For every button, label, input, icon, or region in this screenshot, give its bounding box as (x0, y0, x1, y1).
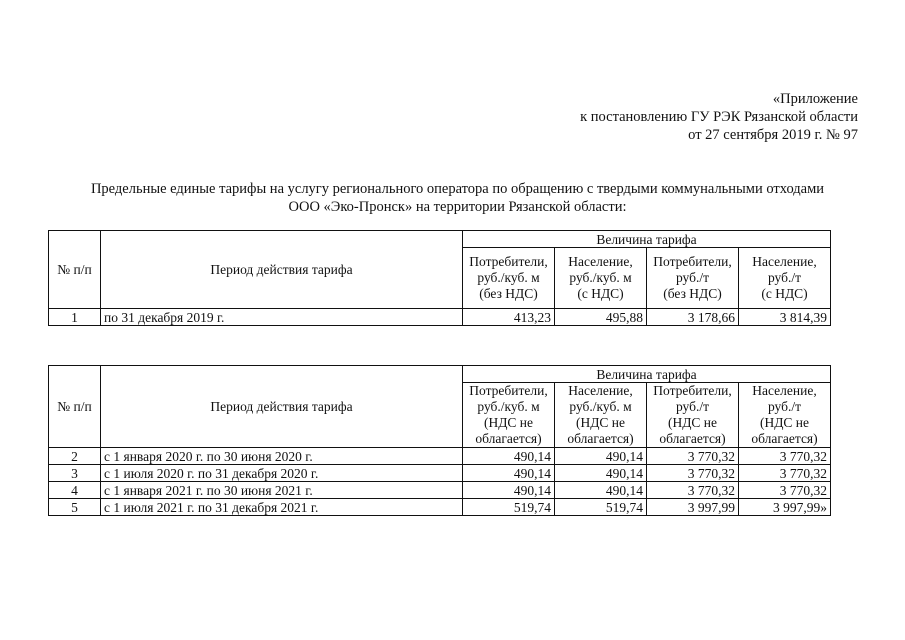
table-row (49, 309, 831, 326)
header-col-line: (без НДС) (663, 286, 722, 301)
header-col-line: руб./т (767, 399, 802, 414)
header-col-line: Потребители, (653, 254, 732, 269)
appendix-header (580, 90, 858, 144)
row-num: 4 (49, 482, 101, 499)
header-col-3 (647, 383, 739, 448)
table-row (49, 448, 831, 465)
row-value: 490,14 (555, 448, 647, 465)
row-value: 3 178,66 (647, 309, 739, 326)
header-col-line: Население, (568, 383, 633, 398)
row-period: с 1 января 2021 г. по 30 июня 2021 г. (101, 482, 463, 499)
table-row (49, 482, 831, 499)
header-col-line: (НДС не (575, 415, 626, 430)
row-period: с 1 июля 2021 г. по 31 декабря 2021 г. (101, 499, 463, 516)
row-value: 490,14 (463, 448, 555, 465)
row-num: 2 (49, 448, 101, 465)
row-period: с 1 июля 2020 г. по 31 декабря 2020 г. (101, 465, 463, 482)
document-title (40, 180, 875, 216)
row-num: 5 (49, 499, 101, 516)
header-col-2 (555, 383, 647, 448)
row-value: 3 997,99 (647, 499, 739, 516)
row-value: 490,14 (555, 465, 647, 482)
row-period: с 1 января 2020 г. по 30 июня 2020 г. (101, 448, 463, 465)
tariff-table-2020-2021 (48, 365, 831, 516)
appendix-line-2: к постановлению ГУ РЭК Рязанской области (580, 109, 858, 125)
row-num: 1 (49, 309, 101, 326)
header-col-line: (НДС не (667, 415, 718, 430)
table-row (49, 499, 831, 516)
header-num: № п/п (49, 231, 101, 309)
header-col-line: (без НДС) (479, 286, 538, 301)
header-col-line: руб./т (767, 270, 802, 285)
row-num: 3 (49, 465, 101, 482)
row-value: 3 770,32 (647, 448, 739, 465)
header-col-line: руб./куб. м (569, 399, 632, 414)
header-tariff-value: Величина тарифа (463, 231, 831, 248)
header-col-line: руб./куб. м (569, 270, 632, 285)
title-line-1: Предельные единые тарифы на услугу регионального оператора по обращению с твердыми коммунальными отходами (90, 181, 825, 197)
header-col-line: Потребители, (653, 383, 732, 398)
header-col-line: руб./т (675, 270, 710, 285)
header-col-4 (739, 383, 831, 448)
header-col-4 (739, 248, 831, 309)
header-col-3 (647, 248, 739, 309)
row-value: 413,23 (463, 309, 555, 326)
row-value: 519,74 (555, 499, 647, 516)
header-col-line: Население, (752, 254, 817, 269)
row-value: 490,14 (463, 465, 555, 482)
header-col-line: Потребители, (469, 383, 548, 398)
row-value: 3 770,32 (739, 465, 831, 482)
header-col-line: Население, (568, 254, 633, 269)
header-col-line: (с НДС) (577, 286, 624, 301)
header-num: № п/п (49, 366, 101, 448)
row-value: 490,14 (463, 482, 555, 499)
row-value: 519,74 (463, 499, 555, 516)
header-col-line: (НДС не (759, 415, 810, 430)
header-tariff-value: Величина тарифа (463, 366, 831, 383)
header-col-2 (555, 248, 647, 309)
header-col-line: руб./т (675, 399, 710, 414)
row-value: 495,88 (555, 309, 647, 326)
row-period: по 31 декабря 2019 г. (101, 309, 463, 326)
header-col-line: облагается) (567, 431, 634, 446)
header-col-line: облагается) (475, 431, 542, 446)
header-col-line: руб./куб. м (477, 399, 540, 414)
row-value: 3 770,32 (739, 448, 831, 465)
row-value: 3 770,32 (647, 482, 739, 499)
row-value: 3 770,32 (739, 482, 831, 499)
header-period: Период действия тарифа (101, 366, 463, 448)
row-value: 3 814,39 (739, 309, 831, 326)
tariff-table-2019 (48, 230, 831, 326)
row-value: 3 770,32 (647, 465, 739, 482)
table-row (49, 465, 831, 482)
header-col-1 (463, 383, 555, 448)
header-col-line: (с НДС) (761, 286, 808, 301)
appendix-line-3: от 27 сентября 2019 г. № 97 (688, 127, 858, 143)
header-col-line: облагается) (659, 431, 726, 446)
header-period: Период действия тарифа (101, 231, 463, 309)
row-value: 490,14 (555, 482, 647, 499)
header-col-1 (463, 248, 555, 309)
header-col-line: (НДС не (483, 415, 534, 430)
header-col-line: Население, (752, 383, 817, 398)
appendix-line-1: «Приложение (772, 91, 858, 107)
title-line-2: ООО «Эко-Пронск» на территории Рязанской области: (288, 199, 627, 215)
header-col-line: Потребители, (469, 254, 548, 269)
header-col-line: облагается) (751, 431, 818, 446)
header-col-line: руб./куб. м (477, 270, 540, 285)
row-value: 3 997,99» (739, 499, 831, 516)
